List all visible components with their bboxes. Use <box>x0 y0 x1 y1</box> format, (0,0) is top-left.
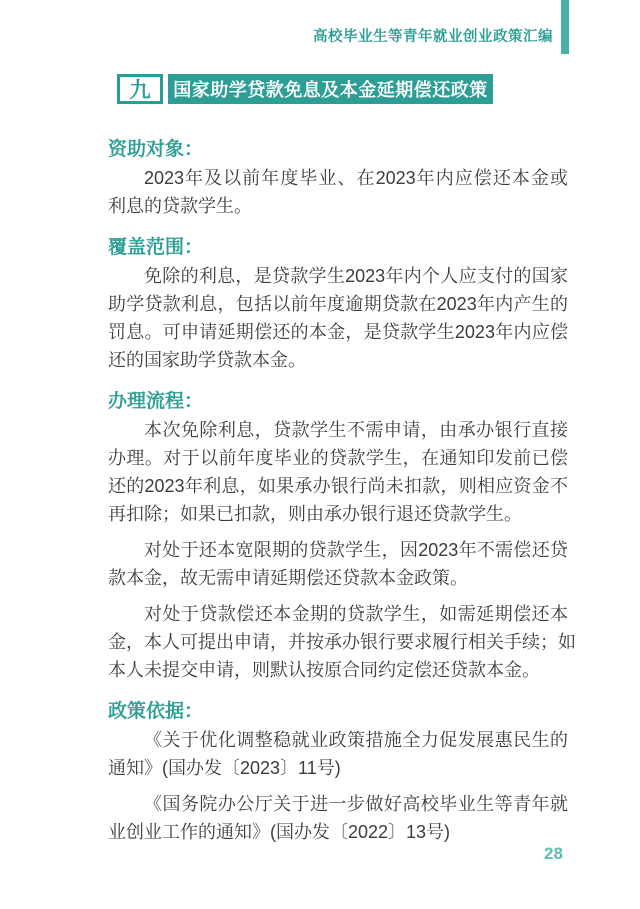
text-line: 免除的利息，是贷款学生2023年内个人应支付的国家 <box>144 266 568 286</box>
text-line: 通知》(国办发〔2023〕11号) <box>108 758 341 778</box>
section-number-box: 九 <box>117 74 163 104</box>
paragraph <box>108 790 568 846</box>
header-accent-bar <box>561 0 569 54</box>
text-line: 助学贷款利息，包括以前年度逾期贷款在2023年内产生的 <box>108 294 568 314</box>
paragraph <box>108 600 576 684</box>
section-heading: 政策依据： <box>108 701 204 722</box>
header-booklet-title: 高校毕业生等青年就业创业政策汇编 <box>313 29 553 45</box>
text-line: 再扣除；如果已扣款，则由承办银行退还贷款学生。 <box>108 504 522 524</box>
text-line: 《国务院办公厅关于进一步做好高校毕业生等青年就 <box>144 794 568 814</box>
section-paragraphs <box>108 416 576 684</box>
text-line: 款本金，故无需申请延期偿还贷款本金政策。 <box>108 568 468 588</box>
paragraph <box>108 164 568 220</box>
paragraph <box>108 262 568 374</box>
text-line: 金，本人可提出申请，并按承办银行要求履行相关手续；如 <box>108 632 576 652</box>
section-fugaifanwei <box>108 234 568 374</box>
section-title-banner <box>117 74 493 104</box>
section-zhengceyiju <box>108 698 568 846</box>
text-line: 《关于优化调整稳就业政策措施全力促发展惠民生的 <box>144 730 568 750</box>
section-title-text: 国家助学贷款免息及本金延期偿还政策 <box>168 74 493 104</box>
text-line: 业创业工作的通知》(国办发〔2022〕13号) <box>108 822 451 842</box>
text-line: 对处于还本宽限期的贷款学生，因2023年不需偿还贷 <box>144 540 568 560</box>
text-line: 罚息。可申请延期偿还的本金，是贷款学生2023年内应偿 <box>108 322 568 342</box>
paragraph <box>108 536 568 592</box>
section-paragraphs <box>108 726 568 846</box>
paragraph <box>108 416 568 528</box>
section-paragraphs <box>108 164 568 220</box>
text-line: 还的2023年利息，如果承办银行尚未扣款，则相应资金不 <box>108 476 568 496</box>
page-number: 28 <box>544 844 563 863</box>
section-heading: 覆盖范围： <box>108 237 204 258</box>
section-zizhuduixiang <box>108 136 568 220</box>
text-line: 本人未提交申请，则默认按原合同约定偿还贷款本金。 <box>108 660 540 680</box>
section-heading: 办理流程： <box>108 391 204 412</box>
section-banliliucheng <box>108 388 576 684</box>
text-line: 2023年及以前年度毕业、在2023年内应偿还本金或 <box>144 168 568 188</box>
text-line: 对处于贷款偿还本金期的贷款学生，如需延期偿还本 <box>144 604 568 624</box>
text-line: 办理。对于以前年度毕业的贷款学生，在通知印发前已偿 <box>108 448 568 468</box>
paragraph <box>108 726 568 782</box>
text-line: 还的国家助学贷款本金。 <box>108 350 306 370</box>
section-heading: 资助对象： <box>108 139 204 160</box>
section-paragraphs <box>108 262 568 374</box>
text-line: 利息的贷款学生。 <box>108 196 252 216</box>
text-line: 本次免除利息，贷款学生不需申请，由承办银行直接 <box>144 420 568 440</box>
content-area <box>108 136 576 846</box>
